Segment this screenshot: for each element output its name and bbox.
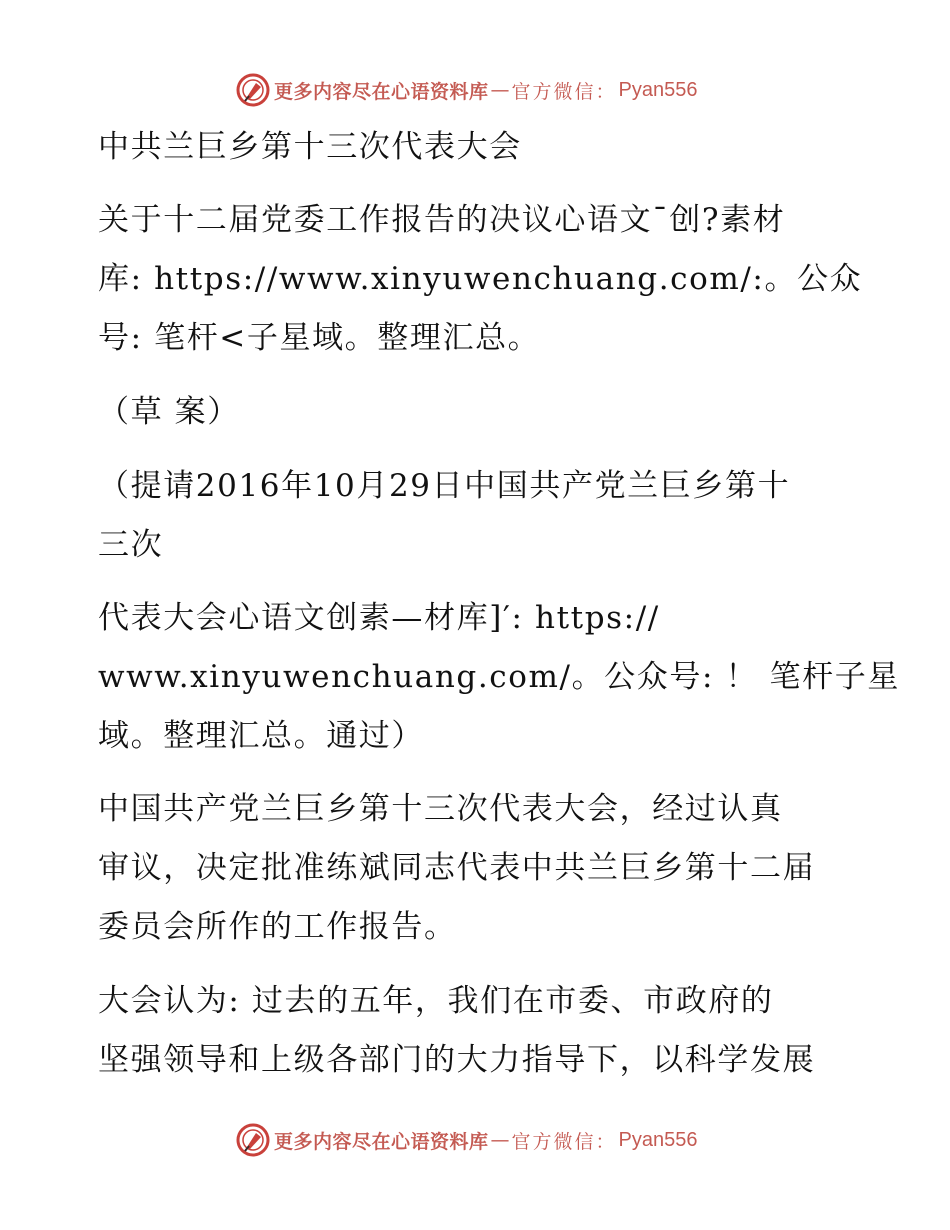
banner-main-text: 更多内容尽在心语资料库 [274,1130,489,1153]
banner-dash: — [490,79,510,101]
doc-title: 中共兰巨乡第十三次代表大会 [98,129,522,165]
doc-line: 审议，决定批准练斌同志代表中共兰巨乡第十二届 [98,850,816,886]
pen-nib-logo-icon [236,1123,270,1157]
banner-dash: — [490,1129,510,1151]
doc-line: 代表大会心语文创素—材库]′: https:// [98,600,660,636]
doc-line: 关于十二届党委工作报告的决议心语文¯创?素材 [98,202,786,238]
pen-nib-logo-icon [236,73,270,107]
doc-line: 三次 [98,527,164,563]
doc-line: 坚强领导和上级各部门的大力指导下，以科学发展 [98,1042,816,1078]
header-banner [236,72,698,108]
banner-main-text: 更多内容尽在心语资料库 [274,80,489,103]
doc-line: 号: 笔杆<子星域。整理汇总。 [98,320,541,356]
banner-wechat-label: 官方微信： [511,80,617,103]
banner-wechat-id: Pyan556 [618,78,698,101]
doc-line: 库: https://www.xinyuwenchuang.com/:。公众 [98,261,863,297]
doc-line: 域。整理汇总。通过） [98,718,424,754]
doc-line: （提请2016年10月29日中国共产党兰巨乡第十 [98,468,791,504]
doc-line: 中国共产党兰巨乡第十三次代表大会，经过认真 [98,791,783,827]
doc-line: www.xinyuwenchuang.com/。公众号: ！ 笔杆子星 [98,659,900,695]
banner-wechat-id: Pyan556 [618,1128,698,1151]
doc-line: 委员会所作的工作报告。 [98,909,457,945]
banner-wechat-label: 官方微信： [511,1130,617,1153]
doc-line: （草 案） [98,394,240,430]
doc-line: 大会认为: 过去的五年，我们在市委、市政府的 [98,983,774,1019]
footer-banner [236,1122,698,1158]
